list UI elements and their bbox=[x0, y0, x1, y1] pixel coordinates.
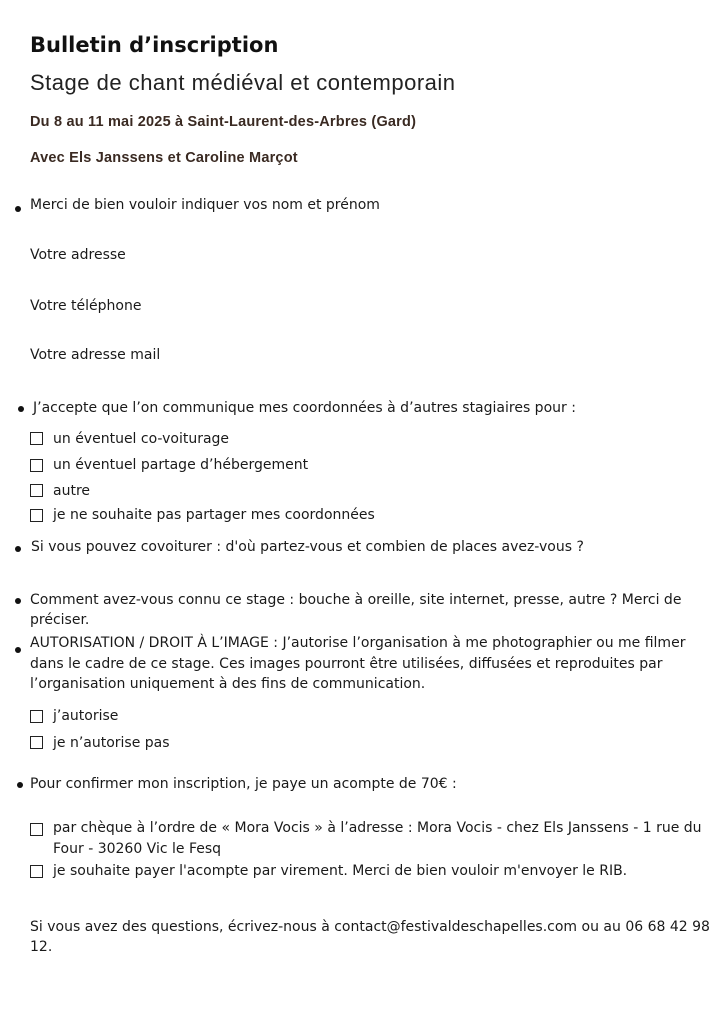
option-carpool-label: un éventuel co-voiturage bbox=[53, 431, 230, 447]
name-prompt: Merci de bien vouloir indiquer vos nom et prénom bbox=[30, 197, 380, 213]
bullet-source bbox=[15, 598, 21, 604]
authorize-label: j’autorise bbox=[53, 708, 119, 724]
form-subtitle: Stage de chant médiéval et contemporain bbox=[30, 70, 456, 95]
source-prompt: Comment avez-vous connu ce stage : bouche à oreille, site internet, presse, autre ? Merci de préciser. bbox=[30, 592, 682, 628]
checkbox-not-authorize[interactable] bbox=[30, 736, 43, 749]
form-title: Bulletin d’inscription bbox=[30, 33, 279, 57]
email-label: Votre adresse mail bbox=[30, 347, 161, 363]
checkbox-carpool[interactable] bbox=[30, 432, 43, 445]
event-dates: Du 8 au 11 mai 2025 à Saint-Laurent-des-Arbres (Gard) bbox=[30, 114, 417, 130]
event-teachers: Avec Els Janssens et Caroline Marçot bbox=[30, 150, 298, 166]
checkbox-other[interactable] bbox=[30, 484, 43, 497]
phone-label: Votre téléphone bbox=[30, 298, 142, 314]
not-authorize-label: je n’autorise pas bbox=[53, 735, 170, 751]
sharing-prompt: J’accepte que l’on communique mes coordonnées à d’autres stagiaires pour : bbox=[33, 400, 576, 416]
bullet-carpool bbox=[15, 546, 21, 552]
bullet-image-rights bbox=[15, 647, 21, 653]
address-label: Votre adresse bbox=[30, 247, 126, 263]
bullet-payment bbox=[17, 782, 23, 788]
option-other-label: autre bbox=[53, 483, 91, 499]
cheque-option-label: par chèque à l’ordre de « Mora Vocis » à l’adresse : Mora Vocis - chez Els Janssens - 1 rue du Four - 30260 Vic le Fesq bbox=[53, 820, 702, 857]
option-no-share-label: je ne souhaite pas partager mes coordonnées bbox=[53, 507, 375, 523]
option-lodging-label: un éventuel partage d’hébergement bbox=[53, 457, 309, 473]
image-rights-text: AUTORISATION / DROIT À L’IMAGE : J’autorise l’organisation à me photographier ou me filmer dans le cadre de ce stage. Ces images pourront être utilisées, diffusées et reproduites par l’organisation uniquement à des fins de communication. bbox=[30, 635, 686, 692]
checkbox-lodging[interactable] bbox=[30, 459, 43, 472]
payment-prompt: Pour confirmer mon inscription, je paye un acompte de 70€ : bbox=[30, 776, 457, 792]
checkbox-transfer[interactable] bbox=[30, 865, 43, 878]
contact-footer: Si vous avez des questions, écrivez-nous à contact@festivaldeschapelles.com ou au 06 68 42 98 12. bbox=[30, 919, 710, 955]
carpool-prompt: Si vous pouvez covoiturer : d'où partez-vous et combien de places avez-vous ? bbox=[31, 539, 584, 555]
transfer-option-label: je souhaite payer l'acompte par virement. Merci de bien vouloir m'envoyer le RIB. bbox=[53, 863, 628, 879]
checkbox-cheque[interactable] bbox=[30, 823, 43, 836]
checkbox-authorize[interactable] bbox=[30, 710, 43, 723]
bullet-sharing bbox=[18, 406, 24, 412]
bullet-name bbox=[15, 206, 21, 212]
checkbox-no-share[interactable] bbox=[30, 509, 43, 522]
